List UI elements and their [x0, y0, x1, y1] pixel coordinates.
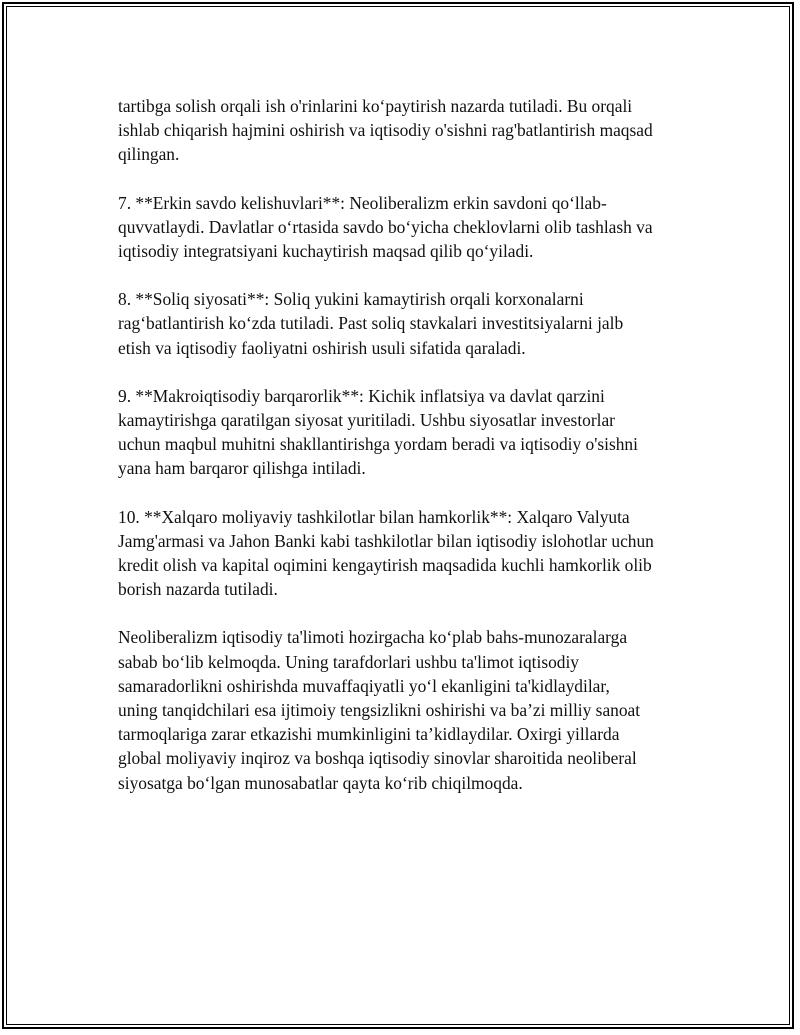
text-line: yana ham barqaror qilishga intiladi. — [118, 458, 366, 479]
text-line: tarmoqlariga zarar etkazishi mumkinligini ta’kidlaydilar. Oxirgi yillarda — [118, 724, 620, 745]
text-line: ishlab chiqarish hajmini oshirish va iqtisodiy o'sishni rag'batlantirish maqsad — [118, 120, 653, 141]
text-line: 7. **Erkin savdo kelishuvlari**: Neoliberalizm erkin savdoni qo‘llab- — [118, 192, 607, 213]
paragraph-item-9 — [118, 384, 698, 481]
text-line: siyosatga bo‘lgan munosabatlar qayta ko‘rib chiqilmoqda. — [118, 772, 523, 793]
paragraph-item-10 — [118, 505, 698, 602]
text-line: tartibga solish orqali ish o'rinlarini ko‘paytirish nazarda tutiladi. Bu orqali — [118, 96, 633, 116]
text-line: kamaytirishga qaratilgan siyosat yuritiladi. Ushbu siyosatlar investorlar — [118, 410, 615, 431]
text-line: samaradorlikni oshirishda muvaffaqiyatli yo‘l ekanligini ta'kidlaydilar, — [118, 675, 610, 696]
text-line: uning tanqidchilari esa ijtimoiy tengsizlikni oshirishi va ba’zi milliy sanoat — [118, 700, 641, 721]
text-line: kredit olish va kapital oqimini kengaytirish maqsadida kuchli hamkorlik olib — [118, 555, 652, 576]
text-line: Neoliberalizm iqtisodiy ta'limoti hozirgacha ko‘plab bahs-munozaralarga — [118, 627, 628, 648]
text-line: global moliyaviy inqiroz va boshqa iqtisodiy sinovlar sharoitida neoliberal — [118, 748, 637, 769]
text-line: Jamg'armasi va Jahon Banki kabi tashkilotlar bilan iqtisodiy islohotlar uchun — [118, 530, 654, 551]
text-line: rag‘batlantirish ko‘zda tutiladi. Past soliq stavkalari investitsiyalarni jalb — [118, 313, 624, 334]
text-line: qilingan. — [118, 144, 180, 165]
paragraph-item-8 — [118, 287, 698, 360]
text-line: iqtisodiy integratsiyani kuchaytirish maqsad qilib qo‘yiladi. — [118, 241, 534, 262]
paragraph-intro-continuation — [118, 94, 698, 167]
text-line: 9. **Makroiqtisodiy barqarorlik**: Kichik inflatsiya va davlat qarzini — [118, 385, 605, 406]
text-line: sabab bo‘lib kelmoqda. Uning tarafdorlari ushbu ta'limot iqtisodiy — [118, 651, 580, 672]
text-line: etish va iqtisodiy faoliyatni oshirish usuli sifatida qaraladi. — [118, 337, 526, 358]
text-line: quvvatlaydi. Davlatlar o‘rtasida savdo bo‘yicha cheklovlarni olib tashlash va — [118, 216, 653, 237]
paragraph-conclusion — [118, 625, 698, 794]
text-line: 10. **Xalqaro moliyaviy tashkilotlar bilan hamkorlik**: Xalqaro Valyuta — [118, 506, 630, 527]
text-line: borish nazarda tutiladi. — [118, 579, 278, 600]
document-body — [118, 94, 698, 819]
text-line: uchun maqbul muhitni shakllantirishga yordam beradi va iqtisodiy o'sishni — [118, 434, 638, 455]
paragraph-item-7 — [118, 191, 698, 264]
text-line: 8. **Soliq siyosati**: Soliq yukini kamaytirish orqali korxonalarni — [118, 289, 584, 310]
